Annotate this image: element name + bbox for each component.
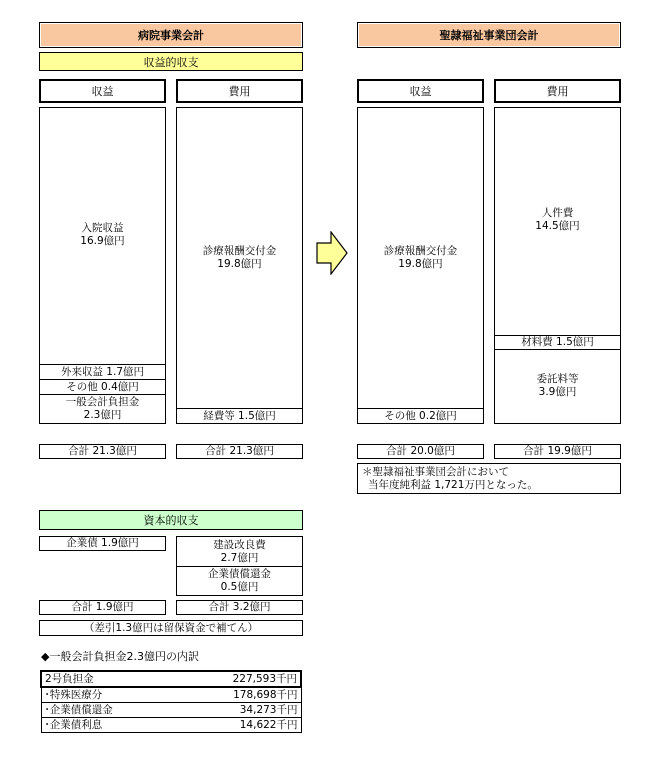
capital-shortfall-note — [39, 620, 303, 636]
materials-label: 材料費 1.5億円 — [521, 336, 594, 348]
capital-title-text: 資本的収支 — [143, 514, 199, 527]
table-row — [41, 687, 301, 703]
breakdown-row-value: 34,273千円 — [239, 704, 298, 716]
corp-income-fee — [358, 245, 483, 271]
redemption-value: 0.5億円 — [220, 581, 259, 593]
breakdown-row-value: 227,593千円 — [232, 673, 297, 685]
hospital-expense-column — [176, 107, 303, 424]
hospital-income-header-text: 収益 — [91, 85, 114, 98]
table-row — [41, 671, 301, 687]
hospital-fee-label: 診療報酬交付金 — [202, 245, 277, 257]
corp-income-total-text: 合計 20.0億円 — [386, 445, 455, 457]
hospital-expense-fee — [177, 245, 302, 271]
corp-fee-value: 19.8億円 — [398, 258, 443, 270]
construction-label: 建設改良費 — [213, 538, 266, 551]
hospital-expense-header-text: 費用 — [228, 85, 251, 98]
inpatient-label: 入院収益 — [81, 222, 124, 234]
outsourcing-label: 委託料等 — [536, 373, 579, 385]
hospital-other-label: その他 0.4億円 — [66, 380, 139, 393]
inpatient-value: 16.9億円 — [80, 235, 125, 247]
hospital-fee-value: 19.8億円 — [217, 258, 262, 270]
revenue-section-text: 収益的収支 — [143, 55, 199, 69]
note-line-1: ＊聖隷福祉事業団会計において — [362, 466, 509, 478]
corp-income-total — [357, 444, 484, 459]
general-subsidy-label: 一般会計負担金 — [65, 396, 140, 408]
breakdown-row-label: 2号負担金 — [45, 673, 94, 685]
corp-other-label: その他 0.2億円 — [384, 409, 457, 422]
corp-net-profit-note — [357, 463, 621, 494]
breakdown-row-label: ･特殊医療分 — [44, 689, 103, 701]
capital-construction — [177, 537, 302, 566]
corp-expense-personnel — [495, 207, 620, 233]
breakdown-row-label: ･企業債利息 — [44, 719, 103, 731]
hospital-income-header — [39, 79, 166, 103]
corp-income-column — [357, 107, 484, 424]
hospital-income-total-text: 合計 21.3億円 — [68, 445, 137, 457]
hospital-income-inpatient — [40, 222, 165, 248]
hospital-expense-header — [176, 79, 303, 103]
outpatient-label: 外来収益 1.7億円 — [60, 365, 145, 378]
capital-income-total — [39, 600, 166, 615]
hospital-expense-total-text: 合計 21.3億円 — [205, 445, 274, 457]
corp-expense-materials — [495, 335, 620, 350]
revenue-section-title — [39, 52, 303, 71]
corp-title-text: 聖隷福祉事業団会計 — [439, 29, 539, 42]
breakdown-row-value: 14,622千円 — [239, 719, 298, 731]
hospital-expense-total — [176, 444, 303, 459]
flow-arrow-icon — [316, 231, 348, 275]
hospital-income-column — [39, 107, 166, 424]
outsourcing-value: 3.9億円 — [538, 386, 577, 398]
shortfall-text: （差引1.3億円は留保資金で補てん） — [83, 621, 259, 634]
capital-title — [39, 510, 303, 530]
table-row — [41, 703, 301, 718]
breakdown-row-label: ･企業債償還金 — [44, 704, 113, 716]
corp-expense-header — [494, 79, 621, 103]
hospital-income-other — [40, 379, 165, 394]
hospital-misc-label: 経費等 1.5億円 — [203, 409, 276, 422]
breakdown-title: ◆一般会計負担金2.3億円の内訳 — [41, 650, 199, 663]
hospital-income-outpatient — [40, 364, 165, 379]
personnel-value: 14.5億円 — [535, 220, 580, 232]
redemption-label: 企業債償還金 — [208, 568, 271, 580]
capital-income-total-text: 合計 1.9億円 — [71, 601, 134, 613]
hospital-income-total — [39, 444, 166, 459]
corp-expense-column — [494, 107, 621, 424]
breakdown-table — [40, 670, 302, 733]
corp-income-header-text: 収益 — [409, 85, 432, 98]
corp-expense-total — [494, 444, 621, 459]
hospital-income-general-subsidy — [40, 394, 165, 423]
capital-expense-total — [176, 600, 303, 615]
bond-label: 企業債 1.9億円 — [66, 537, 139, 549]
corp-expense-outsourcing — [495, 373, 620, 399]
breakdown-row-value: 178,698千円 — [233, 689, 298, 701]
general-subsidy-value: 2.3億円 — [83, 409, 122, 421]
hospital-title-text: 病院事業会計 — [138, 29, 204, 42]
hospital-expense-misc — [177, 408, 302, 423]
construction-value: 2.7億円 — [220, 551, 259, 564]
corp-expense-total-text: 合計 19.9億円 — [523, 445, 592, 457]
note-line-2: 当年度純利益 1,721万円となった。 — [368, 479, 538, 491]
table-row — [41, 718, 301, 733]
hospital-title — [39, 22, 303, 48]
capital-expense-column — [176, 536, 303, 596]
corp-income-other — [358, 408, 483, 423]
capital-bond-redemption — [177, 566, 302, 595]
capital-income-bond — [39, 536, 166, 551]
capital-expense-total-text: 合計 3.2億円 — [208, 601, 271, 613]
corp-fee-label: 診療報酬交付金 — [383, 245, 458, 257]
personnel-label: 人件費 — [541, 207, 574, 219]
corp-income-header — [357, 79, 484, 103]
corp-title — [357, 22, 621, 48]
corp-expense-header-text: 費用 — [546, 85, 569, 98]
